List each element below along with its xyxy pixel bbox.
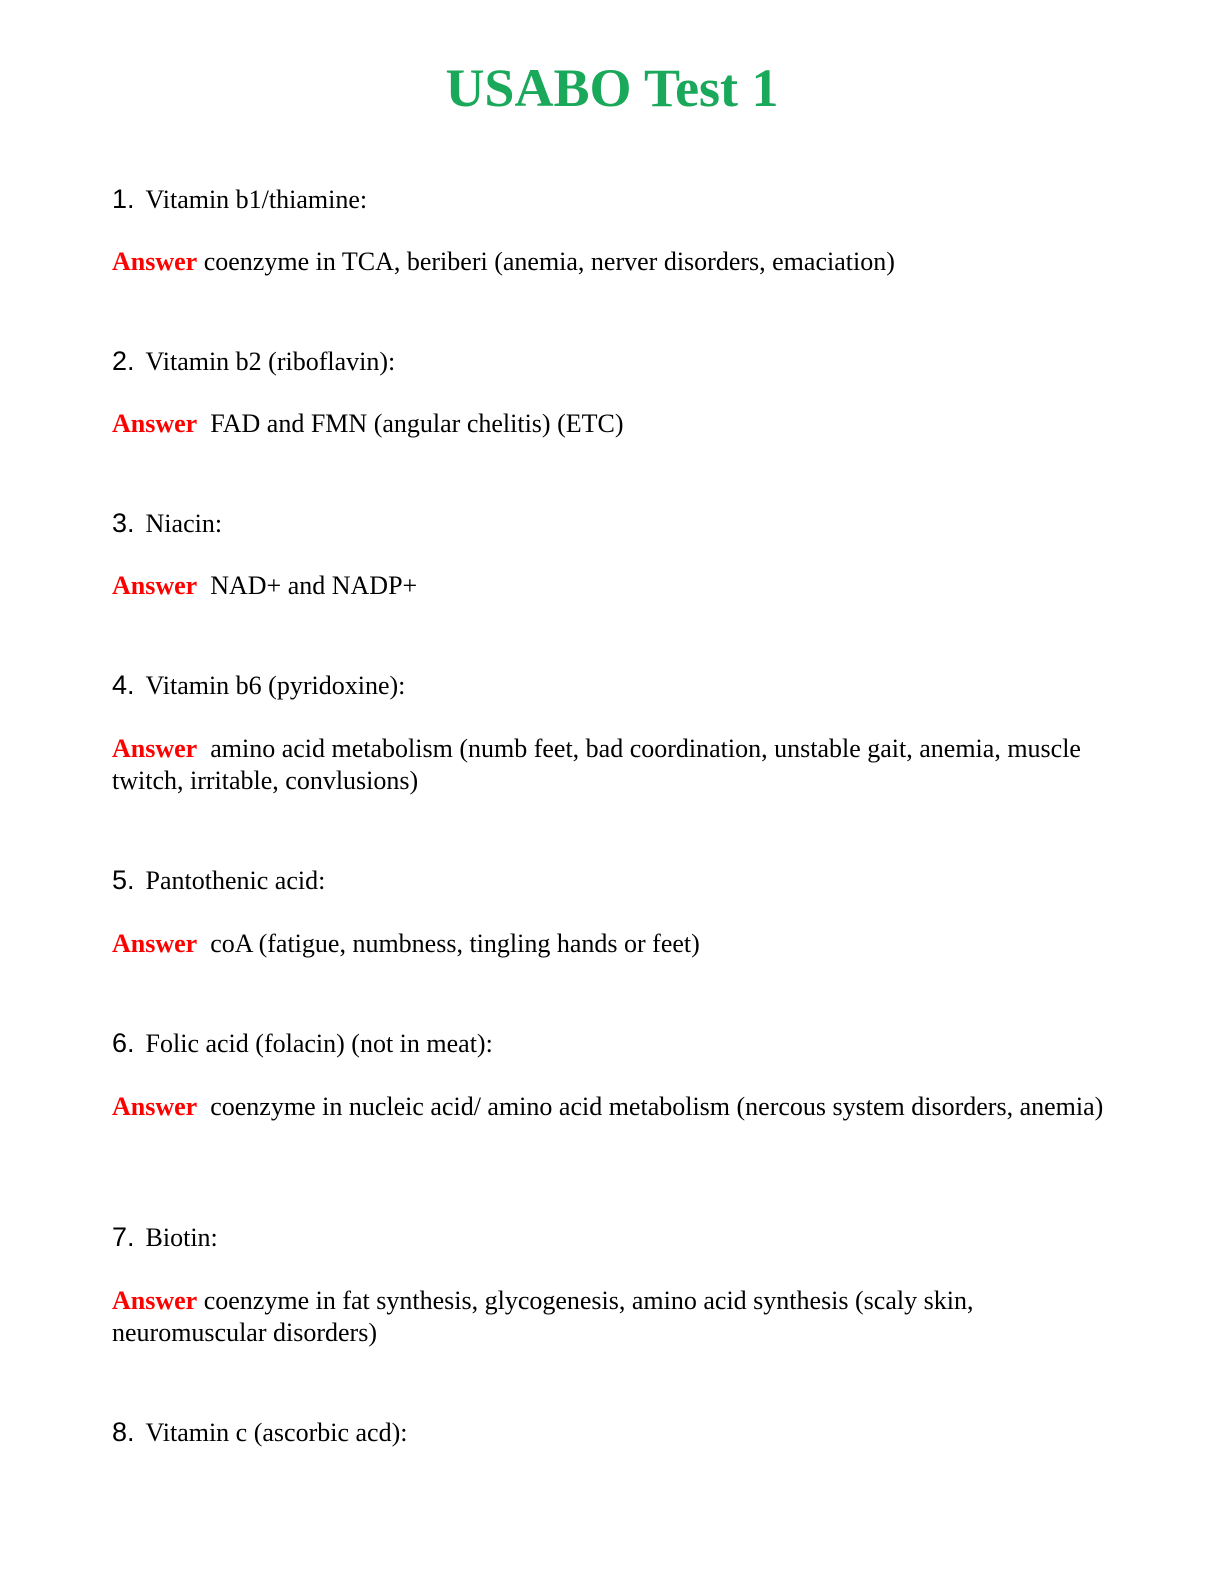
- answer-text: coenzyme in TCA, beriberi (anemia, nerver disorders, emaciation): [203, 247, 895, 276]
- answer-text: amino acid metabolism (numb feet, bad coordination, unstable gait, anemia, muscle twitch, irritable, convlusions): [112, 734, 1081, 795]
- answer-7: [112, 1285, 1112, 1349]
- answer-3: [112, 570, 1112, 602]
- answer-label: Answer: [112, 1286, 198, 1315]
- question-text: Vitamin c (ascorbic acd):: [145, 1418, 408, 1447]
- question-number: 7.: [112, 1222, 135, 1252]
- question-text: Vitamin b6 (pyridoxine):: [145, 671, 406, 700]
- answer-text: FAD and FMN (angular chelitis) (ETC): [210, 409, 624, 438]
- answer-text: coenzyme in nucleic acid/ amino acid metabolism (nercous system disorders, anemia): [210, 1092, 1104, 1121]
- question-number: 6.: [112, 1028, 135, 1058]
- answer-2: [112, 408, 1112, 440]
- answer-label: Answer: [112, 571, 198, 600]
- question-number: 4.: [112, 670, 135, 700]
- answer-text: coA (fatigue, numbness, tingling hands or feet): [210, 929, 700, 958]
- question-7: [112, 1221, 218, 1254]
- answer-label: Answer: [112, 929, 198, 958]
- question-text: Niacin:: [145, 509, 223, 538]
- question-3: [112, 507, 222, 540]
- answer-label: Answer: [112, 1092, 198, 1121]
- answer-text: NAD+ and NADP+: [210, 571, 418, 600]
- question-number: 1.: [112, 184, 135, 214]
- question-number: 5.: [112, 865, 135, 895]
- answer-5: [112, 928, 1112, 960]
- question-text: Pantothenic acid:: [145, 866, 326, 895]
- answer-label: Answer: [112, 247, 198, 276]
- answer-4: [112, 733, 1112, 797]
- answer-label: Answer: [112, 409, 198, 438]
- question-8: [112, 1416, 407, 1449]
- answer-1: [112, 246, 1112, 278]
- question-text: Vitamin b2 (riboflavin):: [145, 347, 396, 376]
- question-text: Vitamin b1/thiamine:: [145, 185, 368, 214]
- question-number: 2.: [112, 346, 135, 376]
- question-4: [112, 669, 405, 702]
- page-title: USABO Test 1: [445, 58, 779, 118]
- question-text: Folic acid (folacin) (not in meat):: [145, 1029, 493, 1058]
- question-1: [112, 183, 367, 216]
- question-number: 8.: [112, 1417, 135, 1447]
- question-number: 3.: [112, 508, 135, 538]
- question-2: [112, 345, 395, 378]
- answer-label: Answer: [112, 734, 198, 763]
- question-text: Biotin:: [145, 1223, 218, 1252]
- answer-6: [112, 1091, 1112, 1123]
- answer-text: coenzyme in fat synthesis, glycogenesis, amino acid synthesis (scaly skin, neuromuscular disorders): [112, 1286, 974, 1347]
- question-6: [112, 1027, 493, 1060]
- question-5: [112, 864, 325, 897]
